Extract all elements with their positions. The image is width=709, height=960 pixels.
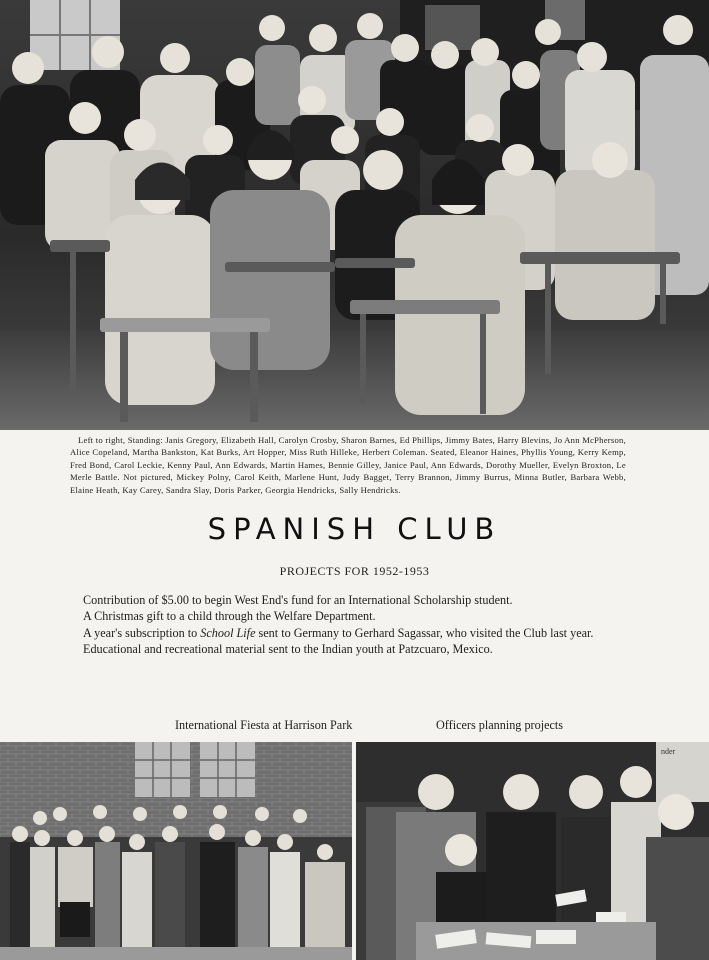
project-text: A year's subscription to	[83, 625, 201, 640]
photo-caption-names	[70, 434, 626, 496]
magazine-title: School Life	[200, 625, 256, 640]
page-subtitle: PROJECTS FOR 1952-1953	[279, 564, 430, 578]
fiesta-photo-caption: International Fiesta at Harrison Park	[175, 718, 353, 732]
officers-photo-caption: Officers planning projects	[436, 718, 564, 732]
page-title: SPANISH CLUB	[207, 512, 502, 546]
officers-photo	[356, 742, 709, 960]
projects-list	[67, 592, 627, 657]
project-item: A Christmas gift to a child through the Welfare Department.	[83, 609, 376, 624]
caption-seated: Seated, Eleanor Haines, Phyllis Young, Kerry Kemp, Fred Bond, Carol Leckie, Kenny Paul, Ann Edwards, Martin Hames, Bennie Gilley, Janice Paul, Ann Edwards, Dorothy Mueller, Evelyn Broxton, Le Merle Battle.	[70, 447, 626, 483]
project-item: Educational and recreational material sent to the Indian youth at Patzcuaro, Mexico.	[83, 641, 493, 656]
group-photo	[0, 0, 709, 430]
project-text: sent to Germany to Gerhard Sagassar, who visited the Club last year.	[255, 625, 594, 640]
fiesta-photo	[0, 742, 352, 960]
project-item	[67, 625, 627, 641]
project-item: Contribution of $5.00 to begin West End's fund for an International Scholarship student.	[83, 593, 513, 607]
newspaper-fragment: nder	[661, 747, 676, 756]
caption-not-pictured: Not pictured, Mickey Polny, Carol Keith, Marlene Hunt, Judy Bagget, Terry Brannon, Jimmy Burrus, Minna Butler, Barbara Webb, Elaine Heath, Kay Carey, Sandra Slay, Doris Parker, Georgia Hendricks, Sally Hendricks.	[70, 472, 626, 495]
caption-standing: Left to right, Standing: Janis Gregory, Elizabeth Hall, Carolyn Crosby, Sharon Barnes, Ed Phillips, Jimmy Bates, Harry Blevins, Jo Ann McPherson, Alice Copeland, Martha Bankston, Kat Burks, Art Hopper, Miss Ruth Hilleke, Herbert Coleman.	[70, 435, 626, 458]
